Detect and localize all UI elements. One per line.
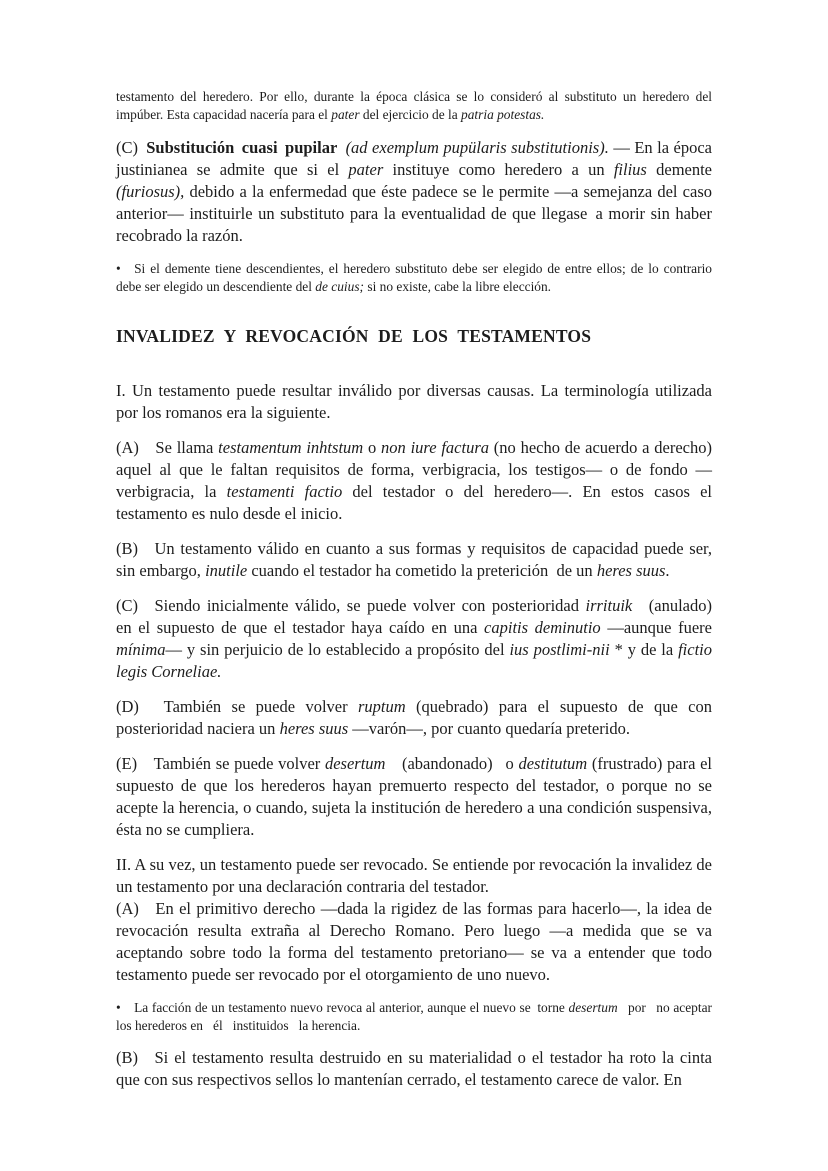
text-segment: (D) También se puede volver (116, 697, 358, 716)
text-segment: (B) Si el testamento resulta destruido en su materialidad o el testador ha roto la cinta que con sus respectivos sellos lo mantenían cerrado, el testamento carece de valor. En (116, 1048, 712, 1089)
text-segment: testamento del heredero. Por ello, durante la época clásica se lo consideró al substituto un heredero del impúber. Esta capacidad nacería para el (116, 89, 712, 122)
text-segment: II. A su vez, un testamento puede ser revocado. Se entiende por revocación la invalidez de un testamento por una declaración contraria del testador. (116, 855, 712, 896)
text-segment: demente (646, 160, 713, 179)
paragraph-b-inutile (116, 538, 712, 582)
text-segment: —varón—, por cuanto quedaría preterido. (348, 719, 630, 738)
text-segment: desertum (568, 1000, 618, 1015)
text-segment: — y sin perjuicio de lo establecido a propósito del (165, 640, 510, 659)
text-segment: patria potestas. (461, 106, 545, 122)
text-segment: (abandonado) o (385, 754, 519, 773)
text-segment: mínima (116, 640, 166, 659)
text-segment: capitis deminutio (484, 618, 601, 637)
text-segment: (quebrado) para el supuesto de que con posterioridad naciera un (116, 697, 712, 738)
text-segment: (B) Un testamento válido en cuanto a sus formas y requisitos de capacidad puede ser, sin embargo, (116, 539, 712, 580)
paragraph-c-irrituik (116, 595, 712, 683)
text-segment: o (363, 438, 382, 457)
text-segment: (frustrado) para el supuesto de que los herederos hayan premuerto respecto del testador, o porque no se acepte la herencia, o cuando, sujeta la institución de heredero a una condición suspensiva, ésta no se cumpliera. (116, 754, 713, 839)
paragraph-substitucion-cuasi-pupilar (116, 137, 712, 247)
text-segment: • La facción de un testamento nuevo revoca al anterior, aunque el nuevo se torne (116, 1000, 569, 1015)
text-segment: testamenti factio (226, 482, 343, 501)
text-segment: ruptum (357, 697, 406, 716)
text-segment: heres suus (279, 719, 349, 738)
paragraph-a-primitivo-derecho (116, 898, 712, 986)
text-segment: . (665, 561, 670, 580)
text-segment: destitutum (518, 754, 588, 773)
text-segment: * y de la (609, 640, 679, 659)
section-heading-invalidez-revocacion: INVALIDEZ Y REVOCACIÓN DE LOS TESTAMENTOS (116, 326, 592, 346)
text-segment: instituye como heredero a un (383, 160, 614, 179)
text-segment: pater (348, 160, 384, 179)
text-segment: desertum (324, 754, 386, 773)
text-segment: —aunque fuere (600, 618, 712, 637)
text-segment (337, 138, 345, 157)
text-segment: (furiosus), (116, 182, 185, 201)
paragraph-a-testamentum-inhtstum (116, 437, 712, 525)
text-segment: non iure factura (381, 438, 490, 457)
text-segment: (no hecho de acuerdo a derecho) aquel al que le faltan requisitos de forma, verbigracia, los testigos— o de fondo — verbigracia, la (116, 438, 712, 501)
bullet-note-demente-descendientes (116, 260, 712, 295)
text-segment: testamentum inhtstum (218, 438, 364, 457)
text-segment: debido a la enfermedad que éste padece se le permite —a semejanza del caso anterior— instituirle un substituto para la eventualidad de que llegase a morir sin haber recobrado la razón. (116, 182, 712, 245)
text-segment: por no aceptar los herederos en él instituidos la herencia. (116, 1000, 712, 1033)
text-segment: del testador o del heredero—. En estos casos el testamento es nulo desde el inicio. (116, 482, 712, 523)
text-segment: — En la época justinianea se admite que si el (116, 138, 713, 179)
text-segment: • Si el demente tiene descendientes, el heredero substituto debe ser elegido de entre ellos; de lo contrario debe ser elegido un descendiente del (116, 261, 712, 294)
paragraph-intro-note (116, 88, 712, 123)
paragraph-ii-revocacion (116, 854, 712, 898)
text-segment: heres suus (596, 561, 666, 580)
text-segment: (A) En el primitivo derecho —dada la rigidez de las formas para hacerlo—, la idea de revocación resulta extraña al Derecho Romano. Pero luego —a medida que se va aceptando sobre todo la forma del testamento pretoriano— se va a entender que todo testamento puede ser revocado por el otorgamiento de uno nuevo. (116, 899, 712, 984)
text-segment: I. Un testamento puede resultar inválido por diversas causas. La terminología utilizada por los romanos era la siguiente. (116, 381, 712, 422)
bullet-note-faccion-testamento (116, 999, 712, 1034)
text-segment: si no existe, cabe la libre elección. (364, 278, 552, 294)
text-segment: (anulado) en el supuesto de que el testador haya caído en una (116, 596, 712, 637)
text-segment: (ad exemplum pupülaris substitutionis). (345, 138, 609, 157)
text-segment: (E) También se puede volver (116, 754, 325, 773)
paragraph-i-causas-invalidez (116, 380, 712, 424)
text-segment: (C) (116, 138, 147, 157)
text-segment: del ejercicio de la (359, 106, 462, 122)
text-segment: inutile (205, 561, 248, 580)
page-content (116, 88, 712, 1091)
paragraph-e-desertum-destitutum (116, 753, 712, 841)
text-segment: irrituik (585, 596, 633, 615)
text-segment: filius (613, 160, 647, 179)
text-segment: (C) Siendo inicialmente válido, se puede volver con posterioridad (116, 596, 586, 615)
paragraph-d-ruptum (116, 696, 712, 740)
text-segment: Substitución cuasi pupilar (146, 138, 338, 157)
text-segment: ius postlimi-nii (509, 640, 610, 659)
text-segment: de cuius; (315, 278, 365, 294)
text-segment: fictio legis Corneliae. (116, 640, 713, 681)
paragraph-b-testamento-destruido (116, 1047, 712, 1091)
text-segment: (A) Se llama (116, 438, 219, 457)
text-segment: cuando el testador ha cometido la preterición de un (247, 561, 597, 580)
text-segment: pater (331, 106, 360, 122)
